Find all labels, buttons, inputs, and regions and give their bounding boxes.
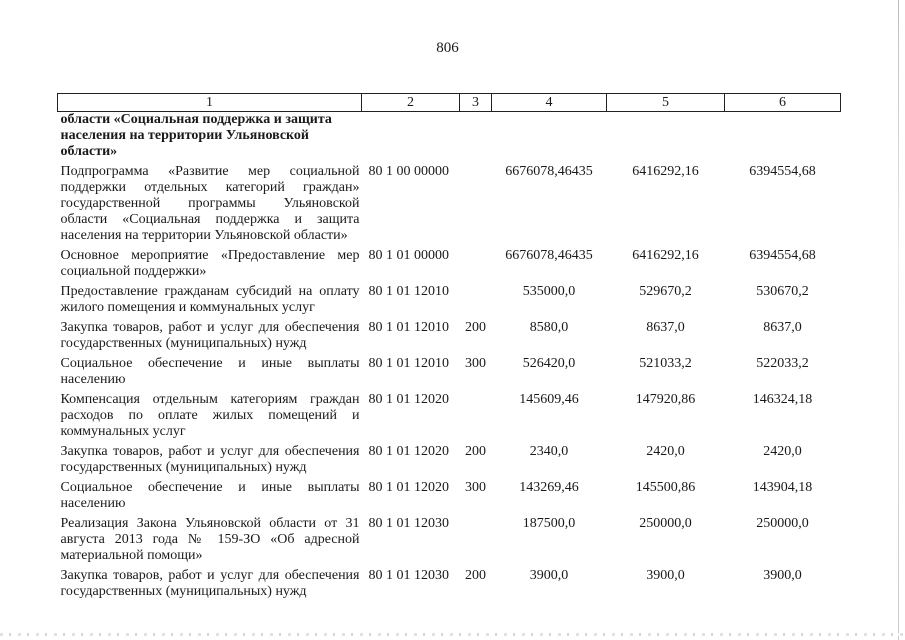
table-row	[58, 112, 841, 165]
row-value-col6-cell: 146324,18	[752, 392, 813, 407]
row-expense-type-cell	[460, 516, 492, 568]
row-value-col4-cell: 2340,0	[529, 444, 569, 459]
table-row	[58, 444, 841, 480]
row-value-col6-cell: 6394554,68	[749, 248, 816, 263]
row-expense-type-cell	[460, 392, 492, 444]
row-value-col5-cell	[607, 112, 725, 165]
header-col-2: 2	[362, 94, 460, 112]
header-col-5: 5	[607, 94, 725, 112]
row-name-cell: Социальное обеспечение и иные выплаты населению	[60, 356, 360, 387]
row-value-col4-cell: 187500,0	[522, 516, 576, 531]
row-expense-type-cell	[460, 112, 492, 165]
row-name-cell: области «Социальная поддержка и защита населения на территории Ульяновской области»	[60, 112, 332, 159]
row-code-cell: 80 1 00 00000	[368, 164, 449, 179]
row-value-col4-cell: 535000,0	[522, 284, 576, 299]
row-code-cell: 80 1 01 12010	[368, 284, 449, 299]
header-col-1: 1	[58, 94, 362, 112]
row-value-col5-cell: 145500,86	[635, 480, 696, 495]
row-code-cell: 80 1 01 12010	[368, 320, 449, 335]
table-row	[58, 284, 841, 320]
row-name-cell: Предоставление гражданам субсидий на оплату жилого помещения и коммунальных услуг	[60, 284, 360, 315]
row-name-cell: Социальное обеспечение и иные выплаты населению	[60, 480, 360, 511]
row-value-col4-cell: 8580,0	[529, 320, 569, 335]
row-name-cell: Подпрограмма «Развитие мер социальной поддержки отдельных категорий граждан» государственной программы Ульяновской области «Социальная поддержка и защита населения на территории Ульяновской области»	[60, 164, 360, 243]
header-col-6: 6	[725, 94, 841, 112]
table-row	[58, 320, 841, 356]
row-value-col5-cell: 3900,0	[646, 568, 685, 583]
table-row	[58, 164, 841, 248]
row-name-cell: Реализация Закона Ульяновской области от 31 августа 2013 года № 159-ЗО «Об адресной материальной помощи»	[60, 516, 360, 563]
row-value-col5-cell: 6416292,16	[632, 248, 699, 263]
row-value-col4-cell: 6676078,46435	[505, 248, 593, 263]
row-value-col6-cell: 3900,0	[763, 568, 802, 583]
row-code-cell: 80 1 01 12010	[368, 356, 449, 371]
row-value-col6-cell: 6394554,68	[749, 164, 816, 179]
row-value-col4-cell	[492, 112, 607, 165]
scan-edge-bottom	[0, 633, 905, 636]
row-value-col5-cell: 521033,2	[639, 356, 692, 371]
row-code-cell	[362, 112, 460, 165]
row-value-col4-cell: 143269,46	[519, 480, 579, 495]
row-value-col6-cell: 8637,0	[763, 320, 802, 335]
row-expense-type-cell: 200	[465, 444, 486, 459]
header-col-4: 4	[492, 94, 607, 112]
row-code-cell: 80 1 01 12030	[368, 516, 449, 531]
row-code-cell: 80 1 01 12020	[368, 392, 449, 407]
table-row	[58, 516, 841, 568]
row-code-cell: 80 1 01 00000	[368, 248, 449, 263]
header-col-3: 3	[460, 94, 492, 112]
table-body	[58, 112, 841, 605]
row-value-col5-cell: 147920,86	[635, 392, 696, 407]
row-name-cell: Основное мероприятие «Предоставление мер социальной поддержки»	[60, 248, 360, 279]
row-value-col5-cell: 2420,0	[646, 444, 685, 459]
row-name-cell: Компенсация отдельным категориям граждан расходов по оплате жилых помещений и коммунальных услуг	[60, 392, 360, 439]
row-value-col5-cell: 250000,0	[639, 516, 692, 531]
page-number: 806	[436, 40, 459, 56]
row-name-cell: Закупка товаров, работ и услуг для обеспечения государственных (муниципальных) нужд	[60, 444, 360, 475]
table-row	[58, 568, 841, 604]
budget-table	[57, 93, 841, 604]
table-row	[58, 480, 841, 516]
row-value-col6-cell	[725, 112, 841, 165]
row-code-cell: 80 1 01 12020	[368, 480, 449, 495]
row-expense-type-cell	[460, 284, 492, 320]
scan-edge-right	[898, 0, 899, 640]
row-expense-type-cell	[460, 164, 492, 248]
row-value-col4-cell: 6676078,46435	[505, 164, 593, 179]
row-value-col4-cell: 145609,46	[519, 392, 579, 407]
row-value-col6-cell: 250000,0	[756, 516, 809, 531]
row-expense-type-cell: 300	[465, 356, 486, 371]
row-name-cell: Закупка товаров, работ и услуг для обеспечения государственных (муниципальных) нужд	[60, 568, 360, 599]
row-value-col6-cell: 143904,18	[752, 480, 813, 495]
row-value-col6-cell: 530670,2	[756, 284, 809, 299]
table-row	[58, 248, 841, 284]
row-value-col5-cell: 8637,0	[646, 320, 685, 335]
row-value-col5-cell: 529670,2	[639, 284, 692, 299]
row-value-col5-cell: 6416292,16	[632, 164, 699, 179]
table-row	[58, 356, 841, 392]
row-expense-type-cell: 300	[465, 480, 486, 495]
row-code-cell: 80 1 01 12030	[368, 568, 449, 583]
row-code-cell: 80 1 01 12020	[368, 444, 449, 459]
row-value-col4-cell: 526420,0	[522, 356, 576, 371]
row-name-cell: Закупка товаров, работ и услуг для обеспечения государственных (муниципальных) нужд	[60, 320, 360, 351]
header-row	[58, 94, 841, 112]
row-value-col6-cell: 2420,0	[763, 444, 802, 459]
table-row	[58, 392, 841, 444]
row-value-col4-cell: 3900,0	[529, 568, 569, 583]
row-expense-type-cell	[460, 248, 492, 284]
row-expense-type-cell: 200	[465, 568, 486, 583]
row-value-col6-cell: 522033,2	[756, 356, 809, 371]
row-expense-type-cell: 200	[465, 320, 486, 335]
